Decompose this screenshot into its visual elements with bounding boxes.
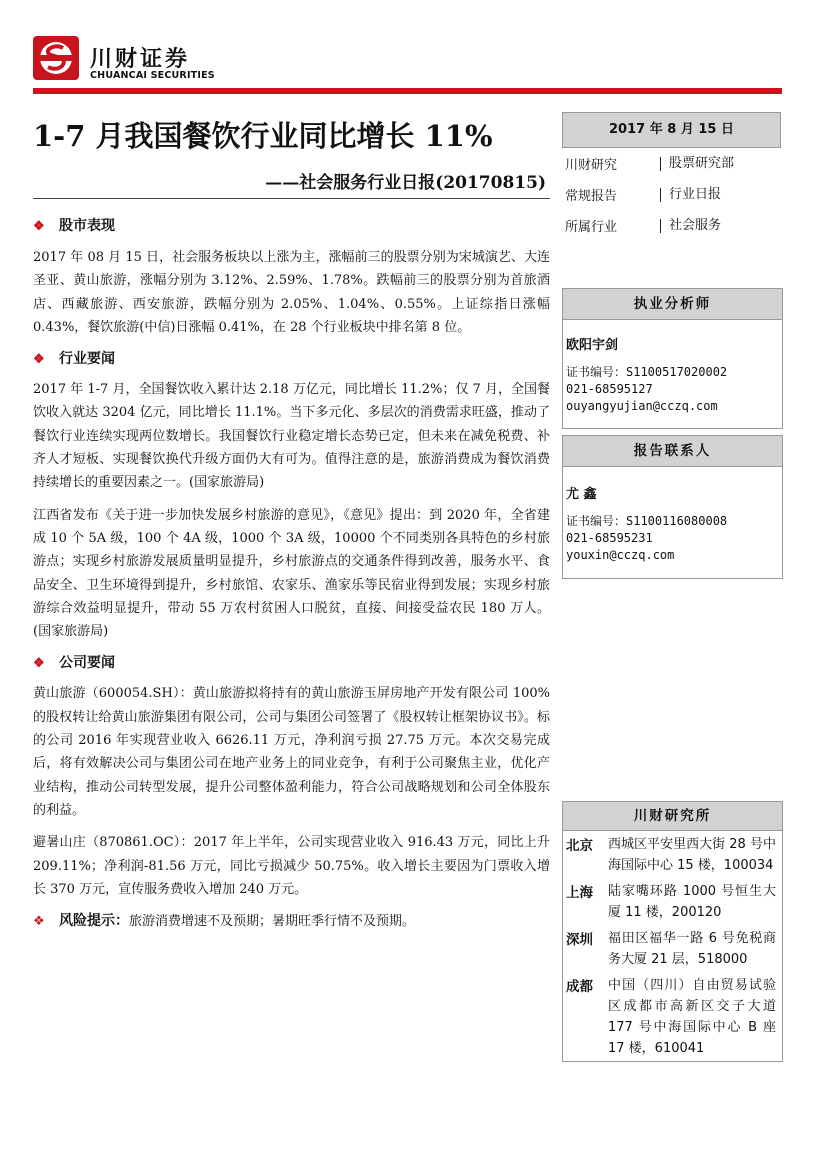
- meta-value: 社会服务: [660, 219, 721, 233]
- analyst-header: 执业分析师: [563, 288, 782, 320]
- analyst-cert: 证书编号：S1100517020002: [566, 365, 728, 379]
- paragraph: 2017 年 08 月 15 日，社会服务板块以上涨为主，涨幅前三的股票分别为宋城演艺、大连圣亚、黄山旅游，涨幅分别为 3.12%、2.59%、1.78%。跌幅前三的股票分别为首旅酒店、西藏旅游、西安旅游，跌幅分别为 2.05%、1.04%、0.55%。上证综指日涨幅 0.43%，餐饮旅游(中信)日涨幅 0.41%，在 28 个行业板块中排名第 8 位。: [33, 250, 550, 335]
- diamond-bullet-icon: ❖: [33, 219, 45, 235]
- office-address: 西城区平安里西大街 28 号中海国际中心 15 楼，100034: [608, 837, 776, 873]
- analyst-phone: 021-68595127: [566, 382, 653, 396]
- risk-label: 风险提示：: [59, 913, 129, 930]
- risk-text: 旅游消费增速不及预期；暑期旺季行情不及预期。: [129, 914, 416, 930]
- analyst-name: 欧阳宇剑: [566, 338, 619, 353]
- office-entry: [563, 831, 782, 878]
- contact-phone: 021-68595231: [566, 531, 653, 545]
- report-title: 1-7 月我国餐饮行业同比增长 11%: [33, 119, 493, 153]
- institute-panel: [562, 801, 783, 1062]
- section-heading-industry: [33, 348, 550, 370]
- office-entry: [563, 925, 782, 972]
- contact-header: 报告联系人: [563, 435, 782, 467]
- office-city: 深圳: [566, 932, 593, 948]
- meta-key: 常规报告: [565, 189, 618, 204]
- office-entry: [563, 972, 782, 1061]
- section-heading-company: [33, 652, 550, 674]
- section-heading-label: 公司要闻: [59, 654, 115, 671]
- analyst-email[interactable]: ouyangyujian@cczq.com: [566, 399, 718, 413]
- office-address: 福田区福华一路 6 号免税商务大厦 21 层，518000: [608, 931, 776, 967]
- report-subtitle: ——社会服务行业日报(20170815): [265, 173, 546, 193]
- contact-panel: [562, 435, 783, 579]
- contact-name: 尤 鑫: [566, 487, 597, 502]
- contact-email[interactable]: youxin@cczq.com: [566, 548, 675, 562]
- meta-row: [562, 179, 781, 210]
- section-heading-label: 股市表现: [59, 218, 115, 235]
- section-heading-label: 行业要闻: [59, 350, 115, 367]
- diamond-bullet-icon: ❖: [33, 351, 45, 367]
- institute-header: 川财研究所: [563, 802, 782, 831]
- report-info-panel: [562, 112, 781, 241]
- analyst-panel: [562, 288, 783, 429]
- chuancai-logo-icon: [33, 36, 79, 80]
- section-heading-market: [33, 216, 550, 238]
- risk-notice: [33, 910, 550, 933]
- meta-value: 股票研究部: [660, 157, 734, 171]
- office-address: 中国（四川）自由贸易试验区成都市高新区交子大道 177 号中海国际中心 B 座 17 楼，610041: [608, 978, 776, 1056]
- office-city: 上海: [566, 885, 593, 901]
- meta-key: 所属行业: [565, 220, 618, 235]
- meta-row: [562, 210, 781, 241]
- brand-name-en: CHUANCAI SECURITIES: [90, 70, 215, 81]
- paragraph: 避暑山庄（870861.OC）：2017 年上半年，公司实现营业收入 916.43 万元，同比上升 209.11%；净利润-81.56 万元，同比亏损减少 50.75%。收入增长主要因为门票收入增长 370 万元，宣传服务费收入增加 240 万元。: [33, 835, 550, 897]
- office-city: 成都: [566, 979, 593, 995]
- office-entry: [563, 878, 782, 925]
- paragraph: 2017 年 1-7 月，全国餐饮收入累计达 2.18 万亿元，同比增长 11.2%；仅 7 月，全国餐饮收入就达 3204 亿元，同比增长 11.1%。当下多元化、多层次的消费需求旺盛，推动了餐饮行业连续实现两位数增长。我国餐饮行业稳定增长态势已定，但未来在减免税费、补齐人才短板、实现餐饮换代升级方面仍大有可为。值得注意的是，旅游消费成为餐饮消费持续增长的重要因素之一。(国家旅游局): [33, 382, 550, 491]
- contact-cert: 证书编号：S1100116080008: [566, 514, 728, 528]
- header-divider: [33, 88, 782, 94]
- report-body: [33, 208, 550, 933]
- meta-value: 行业日报: [660, 188, 721, 202]
- paragraph: 江西省发布《关于进一步加快发展乡村旅游的意见》，《意见》提出：到 2020 年，全省建成 10 个 5A 级，100 个 4A 级，1000 个 3A 级，10000 个不同类别各具特色的乡村旅游点；实现乡村旅游发展质量明显提升，乡村旅游点的交通条件得到改善，服务水平、食品安全、卫生环境得到提升，乡村旅馆、农家乐、渔家乐等民宿业得到发展；实现乡村旅游综合效益明显提升，带动 55 万农村贫困人口脱贫，直接、间接受益农民 180 万人。(国家旅游局): [33, 507, 550, 640]
- brand-name-cn: 川财证券: [90, 47, 191, 72]
- office-address: 陆家嘴环路 1000 号恒生大厦 11 楼，200120: [608, 884, 776, 920]
- paragraph: 黄山旅游（600054.SH）：黄山旅游拟将持有的黄山旅游玉屏房地产开发有限公司 100%的股权转让给黄山旅游集团有限公司，公司与集团公司签署了《股权转让框架协议书》。标的公司 2016 年实现营业收入 6626.11 万元，净利润亏损 27.75 万元。本次交易完成后，将有效解决公司与集团公司在地产业务上的同业竞争，有利于公司聚焦主业，优化产业结构，推动公司转型发展，提升公司整体盈利能力，符合公司战略规划和公司全体股东的利益。: [33, 686, 550, 818]
- report-date: 2017 年 8 月 15 日: [562, 112, 781, 148]
- diamond-bullet-icon: ❖: [33, 914, 45, 930]
- title-divider: [33, 198, 550, 199]
- diamond-bullet-icon: ❖: [33, 655, 45, 671]
- office-city: 北京: [566, 838, 593, 854]
- meta-row: [562, 148, 781, 179]
- meta-key: 川财研究: [565, 158, 618, 173]
